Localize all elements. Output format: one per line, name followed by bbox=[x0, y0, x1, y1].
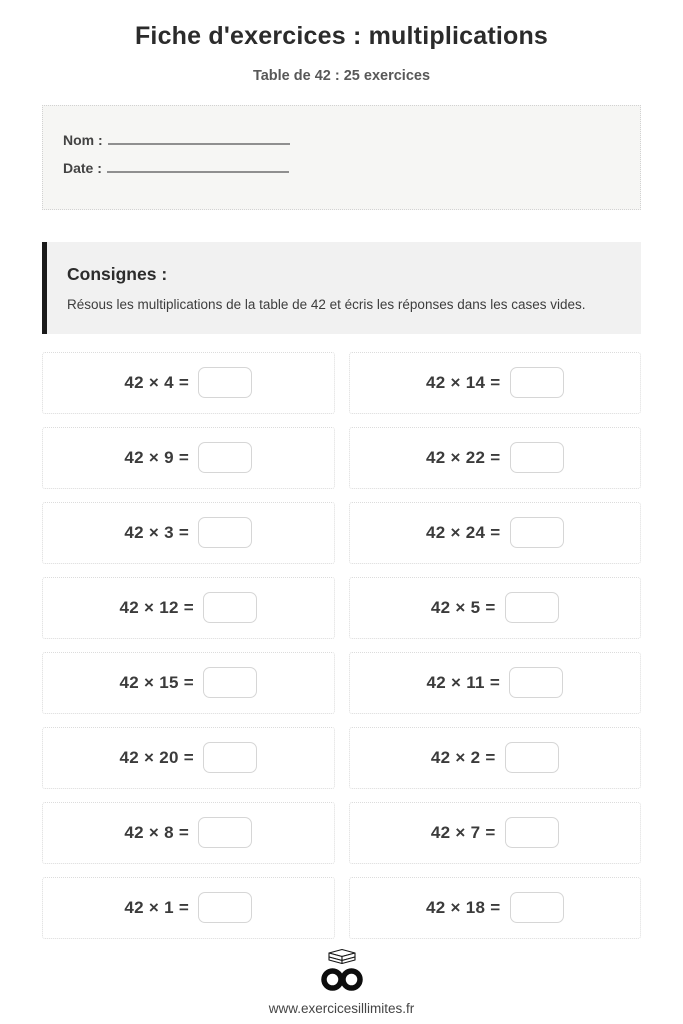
exercise-expression: 42 × 12 = bbox=[119, 597, 195, 617]
exercise-expression: 42 × 8 = bbox=[124, 822, 190, 842]
answer-input[interactable] bbox=[505, 742, 559, 773]
exercise-expression: 42 × 14 = bbox=[425, 372, 501, 392]
exercise-card bbox=[349, 352, 642, 414]
exercise-card bbox=[42, 877, 335, 939]
exercise-card bbox=[349, 502, 642, 564]
identity-panel bbox=[42, 105, 641, 210]
exercise-expression: 42 × 1 = bbox=[124, 897, 190, 917]
answer-input[interactable] bbox=[505, 817, 559, 848]
answer-input[interactable] bbox=[203, 592, 257, 623]
answer-input[interactable] bbox=[510, 367, 564, 398]
answer-input[interactable] bbox=[203, 742, 257, 773]
page-title: Fiche d'exercices : multiplications bbox=[134, 22, 549, 50]
exercise-card bbox=[349, 427, 642, 489]
infinity-books-icon bbox=[312, 948, 372, 994]
exercise-card bbox=[349, 652, 642, 714]
exercise-expression: 42 × 22 = bbox=[425, 447, 501, 467]
instructions-title: Consignes : bbox=[67, 263, 168, 284]
answer-input[interactable] bbox=[510, 442, 564, 473]
answer-input[interactable] bbox=[203, 667, 257, 698]
name-label: Nom : bbox=[63, 131, 103, 148]
date-label: Date : bbox=[63, 159, 102, 176]
footer bbox=[0, 948, 683, 1016]
exercise-grid bbox=[42, 352, 641, 939]
exercise-expression: 42 × 2 = bbox=[430, 747, 496, 767]
date-row bbox=[63, 159, 620, 176]
exercise-card bbox=[349, 802, 642, 864]
answer-input[interactable] bbox=[198, 817, 252, 848]
instructions-body: Résous les multiplications de la table de 42 et écris les réponses dans les cases vides. bbox=[67, 296, 586, 312]
exercise-card bbox=[42, 352, 335, 414]
exercise-card bbox=[349, 577, 642, 639]
exercise-card bbox=[349, 877, 642, 939]
exercise-card bbox=[42, 427, 335, 489]
exercise-expression: 42 × 24 = bbox=[425, 522, 501, 542]
answer-input[interactable] bbox=[198, 442, 252, 473]
answer-input[interactable] bbox=[198, 367, 252, 398]
exercise-expression: 42 × 20 = bbox=[119, 747, 195, 767]
exercise-expression: 42 × 9 = bbox=[124, 447, 190, 467]
exercise-expression: 42 × 7 = bbox=[430, 822, 496, 842]
answer-input[interactable] bbox=[510, 517, 564, 548]
exercise-expression: 42 × 3 = bbox=[124, 522, 190, 542]
answer-input[interactable] bbox=[510, 892, 564, 923]
exercise-card bbox=[349, 727, 642, 789]
name-row bbox=[63, 131, 620, 148]
page-subtitle: Table de 42 : 25 exercices bbox=[252, 67, 431, 84]
instructions-panel bbox=[42, 242, 641, 334]
answer-input[interactable] bbox=[505, 592, 559, 623]
exercise-expression: 42 × 11 = bbox=[426, 672, 501, 692]
date-write-line bbox=[107, 159, 289, 173]
name-write-line bbox=[108, 131, 290, 145]
exercise-card bbox=[42, 652, 335, 714]
answer-input[interactable] bbox=[198, 892, 252, 923]
exercise-card bbox=[42, 502, 335, 564]
exercise-card bbox=[42, 577, 335, 639]
exercise-card bbox=[42, 802, 335, 864]
website-url: www.exercicesillimites.fr bbox=[268, 1001, 415, 1016]
exercise-card bbox=[42, 727, 335, 789]
answer-input[interactable] bbox=[198, 517, 252, 548]
exercise-expression: 42 × 4 = bbox=[124, 372, 190, 392]
exercise-expression: 42 × 18 = bbox=[425, 897, 501, 917]
answer-input[interactable] bbox=[509, 667, 563, 698]
exercise-expression: 42 × 15 = bbox=[119, 672, 195, 692]
exercise-expression: 42 × 5 = bbox=[430, 597, 496, 617]
